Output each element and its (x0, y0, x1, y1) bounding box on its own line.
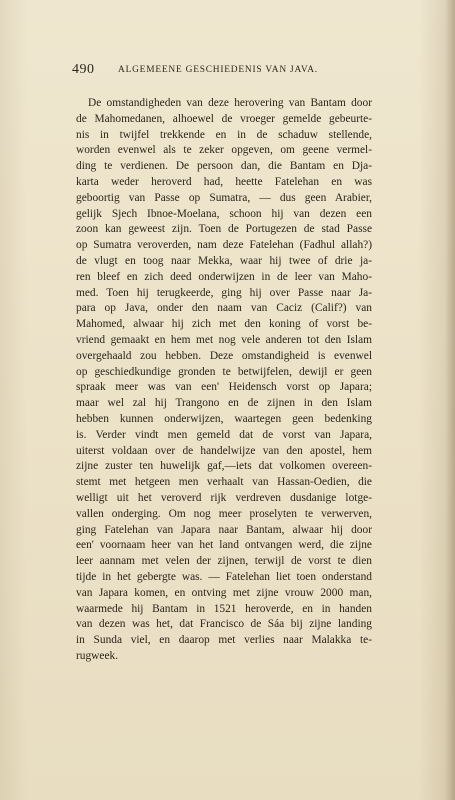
text-line: een' voornaam heer van het land ontvangen werd, die zijne (76, 539, 372, 552)
text-line: in Sunda viel, en daarop met verlies naar Malakka te- (76, 634, 372, 647)
text-line: op geschiedkundige gronden te betwijfelen, dewijl er geen (76, 365, 372, 378)
text-line: rugweek. (76, 649, 119, 662)
body-text (76, 96, 372, 665)
text-line: nis in twijfel trekkende en in de schaduw stellende, (76, 128, 372, 141)
text-line: uiterst voldaan over de handelwijze van den apostel, hem (76, 444, 372, 457)
text-line: ren bleef en zich deed onderwijzen in de leer van Maho- (76, 270, 372, 283)
text-line: spraak meer was van een' Heidensch vorst op Japara; (76, 381, 372, 394)
text-line: geboortig van Passe op Sumatra, — dus geen Arabier, (76, 191, 372, 204)
running-head: ALGEMEENE GESCHIEDENIS VAN JAVA. (118, 65, 318, 75)
text-line: tijde in het gebergte was. — Fatelehan liet toen onderstand (76, 570, 372, 583)
text-line: gelijk Sjech Ibnoe-Moelana, schoon hij van dezen een (76, 207, 372, 220)
text-line: para op Java, onder den naam van Caciz (Calif?) van (76, 302, 372, 315)
text-line: overgehaald zou hebben. Deze omstandigheid is evenwel (76, 349, 372, 362)
text-line: waarmede hij Bantam in 1521 heroverde, en in handen (76, 602, 372, 615)
text-line: zoon kan geweest zijn. Toen de Portugezen de stad Passe (76, 223, 372, 236)
text-line: stemt met hetgeen men verhaalt van Hassan-Oedien, die (76, 476, 372, 489)
text-line: zijne zuster ten huwelijk gaf,—iets dat volkomen overeen- (76, 460, 372, 473)
text-line: is. Verder vindt men gemeld dat de vorst van Japara, (76, 428, 372, 441)
text-line: van Japara komen, en ontving met zijne vrouw 2000 man, (76, 586, 372, 599)
text-line: worden evenwel als te zeker opgeven, om geene vermel- (76, 144, 372, 157)
text-line: de Mahomedanen, alhoewel de vroeger gemelde gebeurte- (76, 112, 372, 125)
text-line: hebben kunnen onderwijzen, waartegen geen bedenking (76, 412, 372, 425)
text-line: med. Toen hij terugkeerde, ging hij over Passe naar Ja- (76, 286, 372, 299)
text-line: de vlugt en toog naar Mekka, waar hij twee of drie ja- (76, 254, 372, 267)
text-line: ding te verdienen. De persoon dan, die Bantam en Dja- (76, 160, 372, 173)
text-line: vallen onderging. Om nog meer proselyten te verwerven, (76, 507, 372, 520)
spine-shadow (445, 0, 455, 800)
text-line: leer aannam met velen der zijnen, terwijl de vorst te dien (76, 555, 372, 568)
text-line: welligt uit het veroverd rijk verdreven dusdanige lotge- (76, 491, 372, 504)
text-line: karta weder heroverd had, heette Fatelehan en was (76, 175, 372, 188)
page-number: 490 (72, 62, 95, 77)
text-line: ging Fatelehan van Japara naar Bantam, alwaar hij door (76, 523, 372, 536)
page-header (72, 62, 372, 80)
text-line: De omstandigheden van deze herovering van Bantam door (88, 97, 372, 109)
text-line: van dezen was het, dat Francisco de Sáa bij zijne landing (76, 618, 372, 631)
text-line: Mahomed, alwaar hij zich met den koning of vorst be- (76, 318, 372, 331)
text-line: vriend gemaakt en hem met nog vele anderen tot den Islam (76, 333, 372, 346)
text-line: maar wel zal hij Trangono en de zijnen in den Islam (76, 397, 372, 410)
text-line: op Sumatra veroverden, nam deze Fatelehan (Fadhul allah?) (76, 239, 372, 252)
